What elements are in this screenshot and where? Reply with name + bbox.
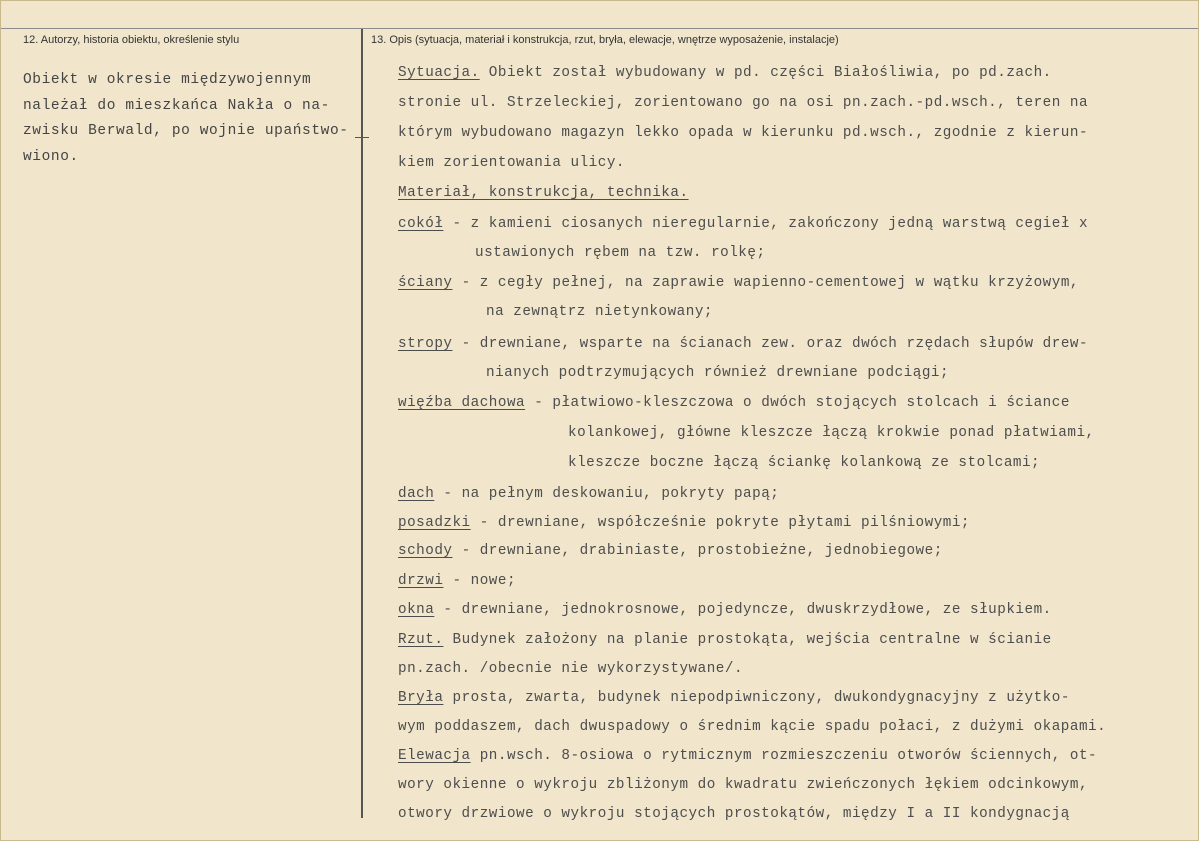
description-line xyxy=(398,543,943,559)
term-heading: dach xyxy=(398,486,435,502)
description-line xyxy=(398,632,1052,648)
history-text xyxy=(23,68,353,170)
line-text: - płatwiowo-kleszczowa o dwóch stojących stolcach i ściance xyxy=(525,395,1070,411)
description-line xyxy=(398,395,1070,411)
history-line: zwisku Berwald, po wojnie upaństwo- xyxy=(23,123,349,139)
description-line xyxy=(398,125,1088,141)
description-line xyxy=(398,486,779,502)
line-text: na zewnątrz nietynkowany; xyxy=(486,304,713,320)
line-text: - z cegły pełnej, na zaprawie wapienno-cementowej w wątku krzyżowym, xyxy=(452,275,1079,291)
description-line xyxy=(486,365,949,381)
section-13-header: 13. Opis (sytuacja, materiał i konstrukcja, rzut, bryła, elewacje, wnętrze wyposażenie, instalacje) xyxy=(371,34,839,46)
description-line xyxy=(398,748,1097,764)
description-line xyxy=(398,216,1088,232)
term-heading: więźba dachowa xyxy=(398,395,526,411)
divider-tick xyxy=(355,137,369,138)
term-heading: stropy xyxy=(398,336,453,352)
term-heading: Elewacja xyxy=(398,748,471,764)
line-text: nianych podtrzymujących również drewniane podciągi; xyxy=(486,365,950,381)
line-text: stronie ul. Strzeleckiej, zorientowano go na osi pn.zach.-pd.wsch., teren na xyxy=(398,95,1089,111)
term-heading: posadzki xyxy=(398,515,471,531)
line-text: - z kamieni ciosanych nieregularnie, zakończony jedną warstwą cegieł x xyxy=(443,216,1089,232)
line-text: - drewniane, wsparte na ścianach zew. oraz dwóch rzędach słupów drew- xyxy=(452,336,1089,352)
top-rule xyxy=(1,28,1198,29)
line-text: pn.zach. /obecnie nie wykorzystywane/. xyxy=(398,661,744,677)
description-line xyxy=(398,690,1070,706)
line-text: kolankowej, główne kleszcze łączą krokwie ponad płatwiami, xyxy=(568,425,1095,441)
term-heading: okna xyxy=(398,602,435,618)
description-line xyxy=(398,573,516,589)
description-line xyxy=(398,777,1088,793)
term-heading: cokół xyxy=(398,216,444,232)
description-line xyxy=(398,602,1052,618)
line-text: wory okienne o wykroju zbliżonym do kwadratu zwieńczonych łękiem odcinkowym, xyxy=(398,777,1089,793)
description-line xyxy=(486,304,713,320)
line-text: - nowe; xyxy=(443,573,517,589)
description-line xyxy=(398,336,1088,352)
history-line: wiono. xyxy=(23,148,79,165)
line-text: pn.wsch. 8-osiowa o rytmicznym rozmieszczeniu otworów ściennych, ot- xyxy=(470,748,1098,764)
description-line xyxy=(398,515,970,531)
line-text: - drewniane, współcześnie pokryte płytami pilśniowymi; xyxy=(470,515,971,531)
line-text: Obiekt został wybudowany w pd. części Białośliwia, po pd.zach. xyxy=(479,65,1052,81)
description-line xyxy=(398,95,1088,111)
description-line xyxy=(398,719,1106,735)
description-line xyxy=(568,425,1095,441)
description-line xyxy=(568,455,1040,471)
line-text: kleszcze boczne łączą ściankę kolankową ze stolcami; xyxy=(568,455,1041,471)
term-heading: drzwi xyxy=(398,573,444,589)
term-heading: schody xyxy=(398,543,453,559)
term-heading: Bryła xyxy=(398,690,444,706)
description-line xyxy=(398,275,1079,291)
line-text: - na pełnym deskowaniu, pokryty papą; xyxy=(434,486,780,502)
line-text: otwory drzwiowe o wykroju stojących prostokątów, między I a II kondygnacją xyxy=(398,806,1070,822)
line-text: - drewniane, drabiniaste, prostobieżne, jednobiegowe; xyxy=(452,543,943,559)
description-line xyxy=(398,185,689,201)
description-line xyxy=(398,155,625,171)
term-heading: ściany xyxy=(398,275,453,291)
section-12-header: 12. Autorzy, historia obiektu, określenie stylu xyxy=(23,34,240,46)
description-line xyxy=(398,65,1052,81)
description-line xyxy=(398,806,1070,822)
history-line: należał do mieszkańca Nakła o na- xyxy=(23,97,330,114)
history-line: Obiekt w okresie międzywojennym xyxy=(23,72,312,88)
term-heading: Materiał, konstrukcja, technika. xyxy=(398,185,689,201)
line-text: kiem zorientowania ulicy. xyxy=(398,155,625,171)
line-text: - drewniane, jednokrosnowe, pojedyncze, dwuskrzydłowe, ze słupkiem. xyxy=(434,602,1052,618)
description-line xyxy=(398,661,743,677)
line-text: ustawionych rębem na tzw. rolkę; xyxy=(475,245,766,261)
term-heading: Rzut. xyxy=(398,632,444,648)
line-text: prosta, zwarta, budynek niepodpiwniczony, dwukondygnacyjny z użytko- xyxy=(443,690,1070,706)
line-text: Budynek założony na planie prostokąta, wejścia centralne w ścianie xyxy=(443,632,1052,648)
term-heading: Sytuacja. xyxy=(398,65,480,81)
line-text: którym wybudowano magazyn lekko opada w kierunku pd.wsch., zgodnie z kierun- xyxy=(398,125,1089,141)
line-text: wym poddaszem, dach dwuspadowy o średnim kącie spadu połaci, z dużymi okapami. xyxy=(398,719,1107,735)
description-line xyxy=(475,245,766,261)
column-divider xyxy=(361,29,363,818)
